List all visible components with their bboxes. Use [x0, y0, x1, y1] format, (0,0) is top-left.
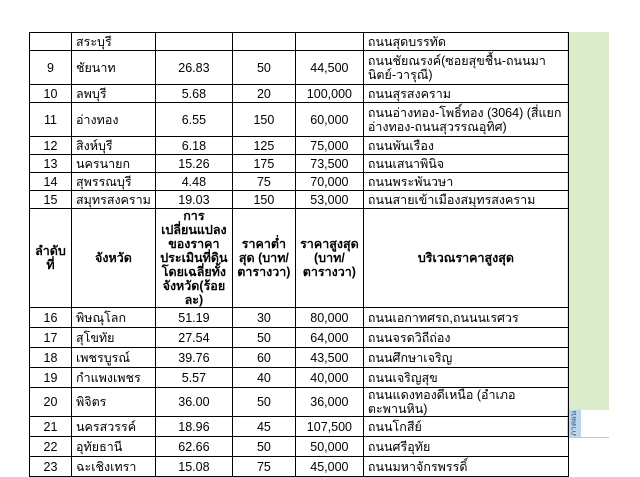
- cell-province: นครนายก: [72, 155, 156, 173]
- cell-max-area: ถนนเสนาพินิจ: [363, 155, 568, 173]
- cell-min-price: 150: [232, 191, 295, 209]
- header-max-area: บริเวณราคาสูงสุด: [363, 209, 568, 308]
- cell-min-price: 75: [232, 173, 295, 191]
- cell-rank: 10: [30, 85, 72, 103]
- table-row: [30, 437, 569, 457]
- cell-max-area: ถนนอ่างทอง-โพธิ์ทอง (3064) (สี่แยกอ่างทอง-ถนนสุวรรณอุทิศ): [363, 103, 568, 137]
- cell-province: ฉะเชิงเทรา: [72, 457, 156, 477]
- cell-province: ชัยนาท: [72, 51, 156, 85]
- cell-max-price: 36,000: [295, 388, 363, 417]
- header-change: การเปลี่ยนแปลงของราคาประเมินที่ดินโดยเฉลี่ยทั้งจังหวัด(ร้อยละ): [155, 209, 232, 308]
- cell-province: พิษณุโลก: [72, 308, 156, 328]
- cell-max-area: ถนนศึกษาเจริญ: [363, 348, 568, 368]
- cell-change: 4.48: [155, 173, 232, 191]
- table-row: [30, 51, 569, 85]
- cell-max-price: 45,000: [295, 457, 363, 477]
- cell-max-price: 53,000: [295, 191, 363, 209]
- cell-change: 5.68: [155, 85, 232, 103]
- cell-change: [155, 33, 232, 51]
- cell-change: 27.54: [155, 328, 232, 348]
- side-blank: [581, 410, 609, 437]
- cell-min-price: 75: [232, 457, 295, 477]
- cell-province: สุพรรณบุรี: [72, 173, 156, 191]
- cell-max-price: 70,000: [295, 173, 363, 191]
- cell-change: 5.57: [155, 368, 232, 388]
- cell-change: 62.66: [155, 437, 232, 457]
- table-row: [30, 191, 569, 209]
- cell-max-area: ถนนสุรสงคราม: [363, 85, 568, 103]
- table-header: [30, 209, 569, 308]
- cell-min-price: 45: [232, 417, 295, 437]
- cell-rank: 16: [30, 308, 72, 328]
- cell-max-price: 75,000: [295, 137, 363, 155]
- cell-province: ลพบุรี: [72, 85, 156, 103]
- cell-rank: [30, 33, 72, 51]
- cell-change: 36.00: [155, 388, 232, 417]
- cell-rank: 23: [30, 457, 72, 477]
- cell-min-price: [232, 33, 295, 51]
- cell-max-price: 40,000: [295, 368, 363, 388]
- cell-rank: 13: [30, 155, 72, 173]
- header-rank: ลำดับที่: [30, 209, 72, 308]
- cell-min-price: 40: [232, 368, 295, 388]
- cell-min-price: 50: [232, 51, 295, 85]
- table-row: [30, 348, 569, 368]
- table-row: [30, 33, 569, 51]
- cell-province: นครสวรรค์: [72, 417, 156, 437]
- cell-rank: 22: [30, 437, 72, 457]
- cell-province: สุโขทัย: [72, 328, 156, 348]
- table-row: [30, 155, 569, 173]
- header-province: จังหวัด: [72, 209, 156, 308]
- cell-max-area: ถนนโกสีย์: [363, 417, 568, 437]
- side-divider: [567, 437, 609, 438]
- cell-change: 18.96: [155, 417, 232, 437]
- cell-rank: 12: [30, 137, 72, 155]
- table-row: [30, 417, 569, 437]
- header-min-price: ราคาต่ำสุด (บาท/ตารางวา): [232, 209, 295, 308]
- cell-min-price: 175: [232, 155, 295, 173]
- cell-min-price: 125: [232, 137, 295, 155]
- table-body-top: [30, 33, 569, 209]
- land-price-table: [29, 32, 569, 477]
- cell-change: 6.18: [155, 137, 232, 155]
- cell-max-price: 44,500: [295, 51, 363, 85]
- cell-rank: 20: [30, 388, 72, 417]
- cell-rank: 21: [30, 417, 72, 437]
- table-row: [30, 85, 569, 103]
- cell-max-price: 73,500: [295, 155, 363, 173]
- cell-max-area: ถนนจรดวิถีถ่อง: [363, 328, 568, 348]
- cell-min-price: 60: [232, 348, 295, 368]
- cell-change: 6.55: [155, 103, 232, 137]
- cell-rank: 11: [30, 103, 72, 137]
- cell-max-price: [295, 33, 363, 51]
- cell-rank: 14: [30, 173, 72, 191]
- cell-province: สิงห์บุรี: [72, 137, 156, 155]
- table-body-bottom: [30, 308, 569, 477]
- cell-max-area: ถนนพันเรือง: [363, 137, 568, 155]
- cell-change: 15.08: [155, 457, 232, 477]
- cell-province: กำแพงเพชร: [72, 368, 156, 388]
- cell-min-price: 50: [232, 437, 295, 457]
- cell-change: 26.83: [155, 51, 232, 85]
- table-row: [30, 103, 569, 137]
- cell-max-area: ถนนสุดบรรทัด: [363, 33, 568, 51]
- cell-province: อุทัยธานี: [72, 437, 156, 457]
- cell-max-price: 60,000: [295, 103, 363, 137]
- cell-max-price: 64,000: [295, 328, 363, 348]
- cell-max-price: 50,000: [295, 437, 363, 457]
- cell-rank: 9: [30, 51, 72, 85]
- cell-max-area: ถนนแดงทองดีเหนือ (อำเภอตะพานหิน): [363, 388, 568, 417]
- cell-max-price: 107,500: [295, 417, 363, 437]
- cell-min-price: 30: [232, 308, 295, 328]
- cell-province: พิจิตร: [72, 388, 156, 417]
- table-row: [30, 308, 569, 328]
- cell-max-area: ถนนสายเข้าเมืองสมุทรสงคราม: [363, 191, 568, 209]
- cell-max-area: ถนนเอกาทศรถ,ถนนนเรศวร: [363, 308, 568, 328]
- table-row: [30, 388, 569, 417]
- cell-max-area: ถนนพระพันวษา: [363, 173, 568, 191]
- side-tab: ภาคผน: [567, 410, 581, 437]
- cell-max-price: 80,000: [295, 308, 363, 328]
- cell-max-area: ถนนศรีอุทัย: [363, 437, 568, 457]
- cell-rank: 17: [30, 328, 72, 348]
- cell-change: 19.03: [155, 191, 232, 209]
- cell-change: 15.26: [155, 155, 232, 173]
- cell-max-price: 100,000: [295, 85, 363, 103]
- table-row: [30, 137, 569, 155]
- side-panel: [567, 32, 609, 410]
- cell-min-price: 50: [232, 328, 295, 348]
- table-row: [30, 328, 569, 348]
- cell-min-price: 20: [232, 85, 295, 103]
- cell-min-price: 50: [232, 388, 295, 417]
- cell-max-price: 43,500: [295, 348, 363, 368]
- cell-max-area: ถนนชัยณรงค์(ซอยสุขชื้น-ถนนมานิตย์-วารุณี): [363, 51, 568, 85]
- cell-province: เพชรบูรณ์: [72, 348, 156, 368]
- cell-rank: 19: [30, 368, 72, 388]
- table-row: [30, 368, 569, 388]
- cell-min-price: 150: [232, 103, 295, 137]
- cell-province: อ่างทอง: [72, 103, 156, 137]
- cell-province: สมุทรสงคราม: [72, 191, 156, 209]
- cell-rank: 15: [30, 191, 72, 209]
- cell-change: 39.76: [155, 348, 232, 368]
- cell-change: 51.19: [155, 308, 232, 328]
- table-row: [30, 173, 569, 191]
- cell-max-area: ถนนมหาจักรพรรดิ์: [363, 457, 568, 477]
- cell-rank: 18: [30, 348, 72, 368]
- table-row: [30, 457, 569, 477]
- cell-max-area: ถนนเจริญสุข: [363, 368, 568, 388]
- header-max-price: ราคาสูงสุด (บาท/ตารางวา): [295, 209, 363, 308]
- cell-province: สระบุรี: [72, 33, 156, 51]
